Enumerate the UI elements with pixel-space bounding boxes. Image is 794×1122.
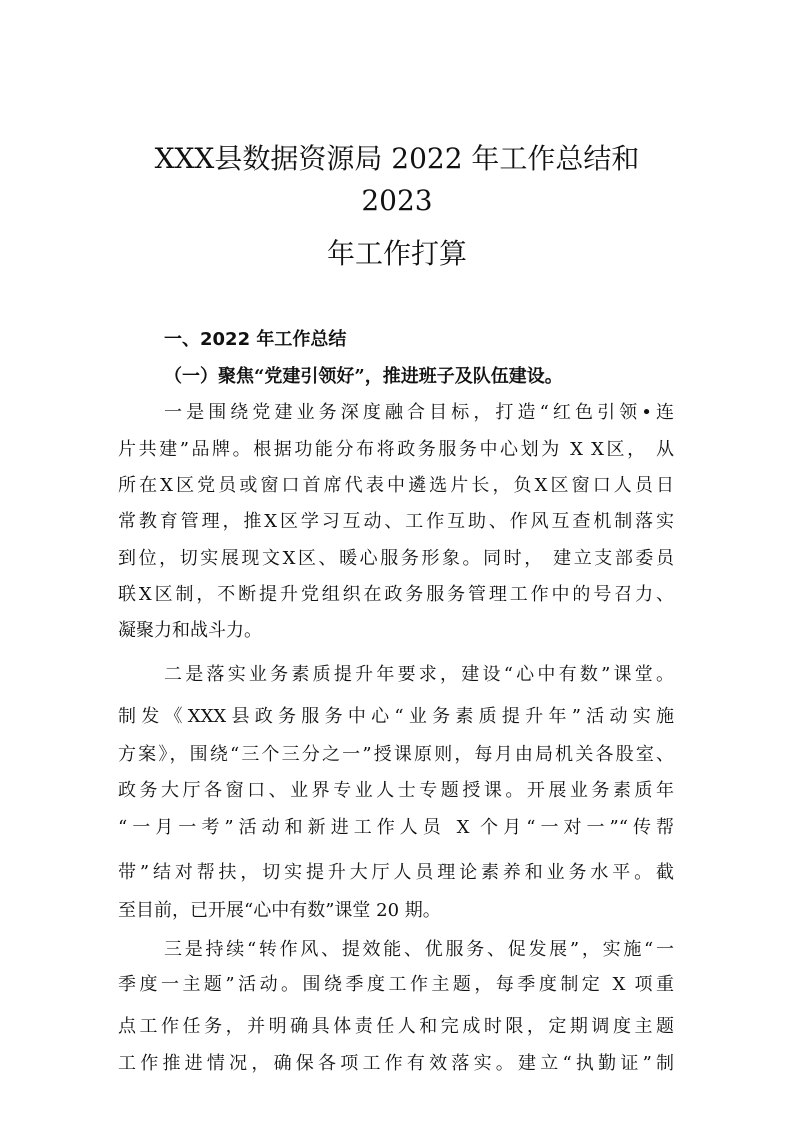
body-line: 方案》，围绕“三个三分之一”授课原则，每月由局机关各股室、 [118, 744, 674, 765]
body-line: 常教育管理，推X区学习互动、工作互助、作风互查机制落实 [118, 511, 674, 532]
subsection-heading: （一）聚焦“党建引领好”，推进班子及队伍建设。 [164, 366, 563, 387]
body-line: 所在X区党员或窗口首席代表中遴选片长，负X区窗口人员日 [118, 475, 674, 496]
document-title-line-1: XXX县数据资源局 2022 年工作总结和 [154, 142, 640, 175]
body-line: 季度一主题”活动。围绕季度工作主题，每季度制定 X 项重 [118, 974, 674, 995]
body-line: 一是围绕党建业务深度融合目标，打造“红色引领•连 [164, 402, 674, 423]
body-line: “一月一考”活动和新进工作人员 X 个月“一对一”“传帮 [118, 817, 674, 838]
body-line: 制发《XXX县政务服务中心“业务素质提升年”活动实施 [118, 706, 674, 727]
body-line: 凝聚力和战斗力。 [118, 620, 262, 641]
body-line: 联X区制，不断提升党组织在政务服务管理工作中的号召力、 [118, 584, 674, 605]
body-line: 工作推进情况，确保各项工作有效落实。建立“执勤证”制 [118, 1053, 674, 1074]
body-line: 三是持续“转作风、提效能、优服务、促发展”，实施“一 [164, 939, 674, 960]
body-line: 点工作任务，并明确具体责任人和完成时限，定期调度主题 [118, 1016, 674, 1037]
body-line: 到位，切实展现文X区、暖心服务形象。同时， 建立支部委员 [118, 548, 674, 569]
body-line: 政务大厅各窗口、业界专业人士专题授课。开展业务素质年 [118, 780, 674, 801]
document-title-line-3: 年工作打算 [326, 237, 467, 270]
section-heading: 一、2022 年工作总结 [164, 329, 347, 350]
body-line: 片共建”品牌。根据功能分布将政务服务中心划为 X X区， 从 [118, 439, 674, 460]
body-line: 至目前，已开展“心中有数”课堂 20 期。 [118, 900, 441, 921]
document-title-line-2: 2023 [361, 184, 433, 217]
body-line: 带”结对帮扶，切实提升大厅人员理论素养和业务水平。截 [118, 862, 674, 883]
body-line: 二是落实业务素质提升年要求，建设“心中有数”课堂。 [164, 664, 674, 685]
